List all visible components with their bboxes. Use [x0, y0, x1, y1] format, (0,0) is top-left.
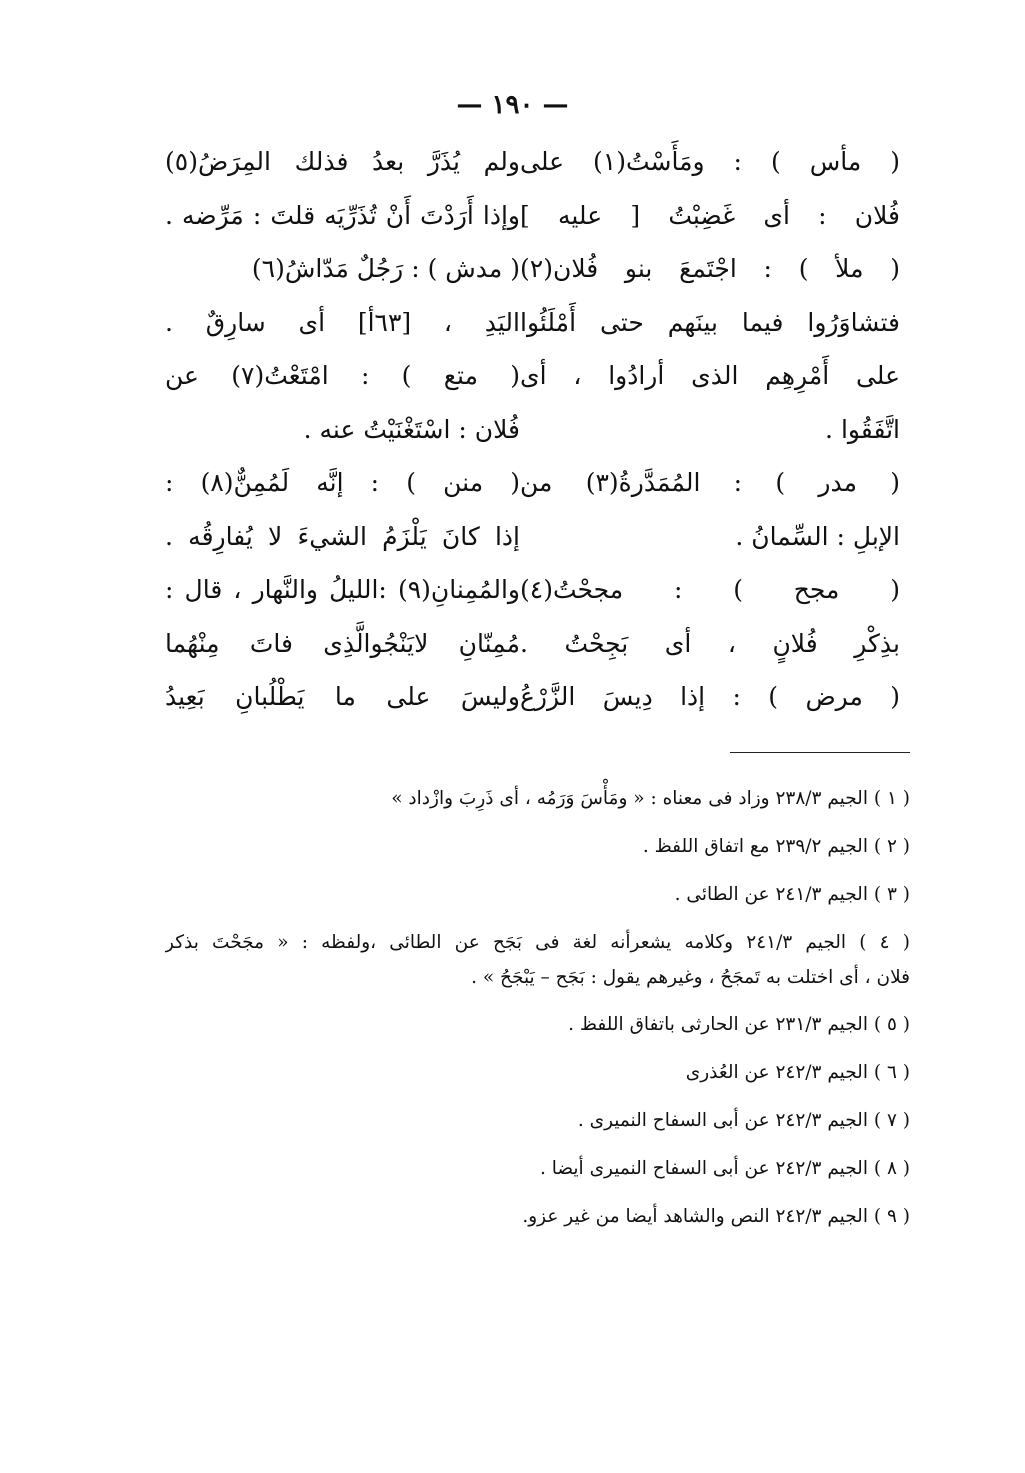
text-line: فُلان : أى غَضِبْتُ [ عليه ] — [520, 200, 900, 230]
footnote: ( ٤ ) الجيم ٢٤١/٣ وكلامه يشعرأنه لغة فى بَجَح عن الطائى ،ولفظه : « مجَحْتَ بذكر — [165, 932, 910, 953]
left-text-column — [165, 135, 520, 724]
text-line: ( مجح ) : مجحْتُ(٤) — [520, 575, 900, 604]
footnote: ( ٨ ) الجيم ٢٤٢/٣ عن أبى السفاح النميرى أيضا . — [539, 1158, 910, 1179]
text-line: ( مدر ) : المُمَدَّرةُ(٣) من — [520, 468, 900, 497]
text-line: ( متع ) : امْتَعْتُ(٧) عن — [165, 361, 520, 390]
footnote-divider — [730, 752, 910, 753]
footnote-continuation: فلان ، أى اختلت به تَمجَحُ ، وغيرهم يقول : بَجَح – يَبْجَحُ » . — [471, 967, 910, 988]
text-line: ( مرض ) : إذا دِيسَ الزَّرْعُ — [520, 682, 900, 711]
text-line: والمُمِنانِ(٩) :الليلُ والنَّهار ، قال : — [165, 575, 520, 604]
text-line: وليسَ على ما يَطْلُبانِ بَعِيدُ — [165, 682, 520, 711]
text-line: إذا كانَ يَلْزَمُ الشيءَ لا يُفارِقُه . — [165, 521, 520, 551]
footnote: ( ١ ) الجيم ٢٣٨/٣ وزاد فى معناه : « ومَأْسَ وَرَمُه ، أى ذَرِبَ وازْداد » — [391, 788, 910, 809]
text-line: فتشاوَرُوا فيما بينَهم حتى أَمْلَئُوا — [520, 307, 900, 337]
text-line: الإبلِ : السِّمانُ . — [735, 521, 900, 551]
text-line: على أَمْرِهِم الذى أرادُوا ، أى — [520, 361, 900, 390]
footnote: ( ٣ ) الجيم ٢٤١/٣ عن الطائى . — [674, 884, 910, 905]
text-line: فُلان : اسْتَغْنَيْتُ عنه . — [303, 414, 520, 444]
text-line: اتَّفَقُوا . — [825, 414, 900, 444]
text-line: ولم يُذَرَّ بعدُ فذلك المِرَضُ(٥) — [165, 147, 520, 176]
footnotes — [165, 775, 910, 1241]
text-line: ( ملأ ) : اجْتَمعَ بنو فُلان(٢) — [520, 254, 900, 283]
text-line: مُمِنّانِ لايَنْجُوالَّذِى فاتَ مِنْهُما — [165, 628, 520, 658]
footnote: ( ٩ ) الجيم ٢٤٢/٣ النص والشاهد أيضا من غير عزو. — [522, 1206, 910, 1227]
footnote: ( ٧ ) الجيم ٢٤٢/٣ عن أبى السفاح النميرى . — [577, 1110, 910, 1131]
footnote: ( ٢ ) الجيم ٢٣٩/٢ مع اتفاق اللفظ . — [642, 836, 910, 857]
footnote: ( ٥ ) الجيم ٢٣١/٣ عن الحارثى باتفاق اللفظ . — [568, 1014, 910, 1035]
page-number: — ١٩٠ — — [456, 90, 569, 120]
right-text-column — [520, 135, 900, 724]
text-line: ( مأس ) : ومَأَسْتُ(١) على — [520, 147, 900, 176]
text-line: بذِكْرِ فُلانٍ ، أى بَجِحْتُ . — [520, 628, 900, 658]
text-line: وإذا أَرَدْتَ أَنْ تُذَرِّيَه قلتَ : مَرِّضه . — [165, 200, 520, 230]
footnote: ( ٦ ) الجيم ٢٤٢/٣ عن العُذرى — [685, 1062, 910, 1083]
text-line: اليَدِ ، [٦٣أ] أى سارِقٌ . — [165, 307, 520, 337]
text-line: ( منن ) : إنَّه لَمُمِنٌّ(٨) : — [165, 468, 520, 497]
text-line: ( مدش ) : رَجُلٌ مَدّاشُ(٦) — [251, 254, 520, 283]
